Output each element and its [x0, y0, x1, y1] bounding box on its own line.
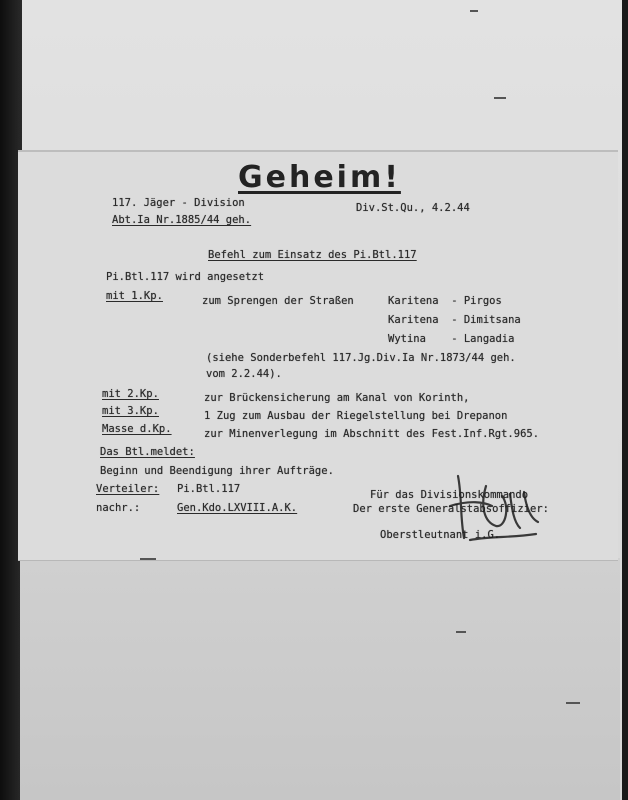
unit-2kp: mit 2.Kp. — [102, 388, 159, 400]
place-date: Div.St.Qu., 4.2.44 — [356, 202, 470, 214]
reference-number: Abt.Ia Nr.1885/44 geh. — [112, 214, 252, 226]
report-heading: Das Btl.meldet: — [100, 446, 195, 458]
handwritten-signature — [440, 466, 550, 546]
scan-mark — [494, 97, 506, 99]
order-subject: Befehl zum Einsatz des Pi.Btl.117 — [208, 249, 417, 261]
scan-mark — [470, 10, 478, 12]
unit-3kp: mit 3.Kp. — [102, 405, 159, 417]
task-masse: zur Minenverlegung im Abschnitt des Fest.Inf.Rgt.965. — [204, 428, 540, 440]
report-text: Beginn und Beendigung ihrer Aufträge. — [100, 465, 334, 477]
unit-1kp: mit 1.Kp. — [106, 290, 163, 302]
intro-line: Pi.Btl.117 wird angesetzt — [106, 271, 265, 283]
signature-line-2: Der erste Generalstabsoffizier: — [353, 503, 549, 515]
distribution-label: Verteiler: — [96, 483, 160, 495]
road-line: Karitena - Pirgos — [388, 295, 502, 307]
lower-page — [20, 558, 620, 800]
cc-label: nachr.: — [96, 502, 141, 514]
scan-mark — [566, 702, 580, 704]
scan-mark — [456, 631, 466, 633]
road-line: Karitena - Dimitsana — [388, 314, 521, 326]
cc-value: Gen.Kdo.LXVIII.A.K. — [177, 502, 298, 514]
road-line: Wytina - Langadia — [388, 333, 515, 345]
unit-masse: Masse d.Kp. — [102, 423, 172, 435]
special-order-date: vom 2.2.44). — [206, 368, 282, 380]
signature-line-1: Für das Divisionskommando — [370, 489, 529, 501]
special-order-note: (siehe Sonderbefehl 117.Jg.Div.Ia Nr.1873/44 geh. — [206, 352, 516, 364]
task-2kp: zur Brückensicherung am Kanal von Korinth, — [204, 392, 470, 404]
distribution-value: Pi.Btl.117 — [177, 483, 241, 495]
scan-mark — [140, 558, 156, 560]
task-1kp: zum Sprengen der Straßen — [202, 295, 354, 307]
division-name: 117. Jäger - Division — [112, 197, 245, 209]
classification-stamp: Geheim! — [238, 160, 401, 195]
signature-rank: Oberstleutnant i.G. — [380, 529, 501, 541]
task-3kp: 1 Zug zum Ausbau der Riegelstellung bei Drepanon — [204, 410, 508, 422]
